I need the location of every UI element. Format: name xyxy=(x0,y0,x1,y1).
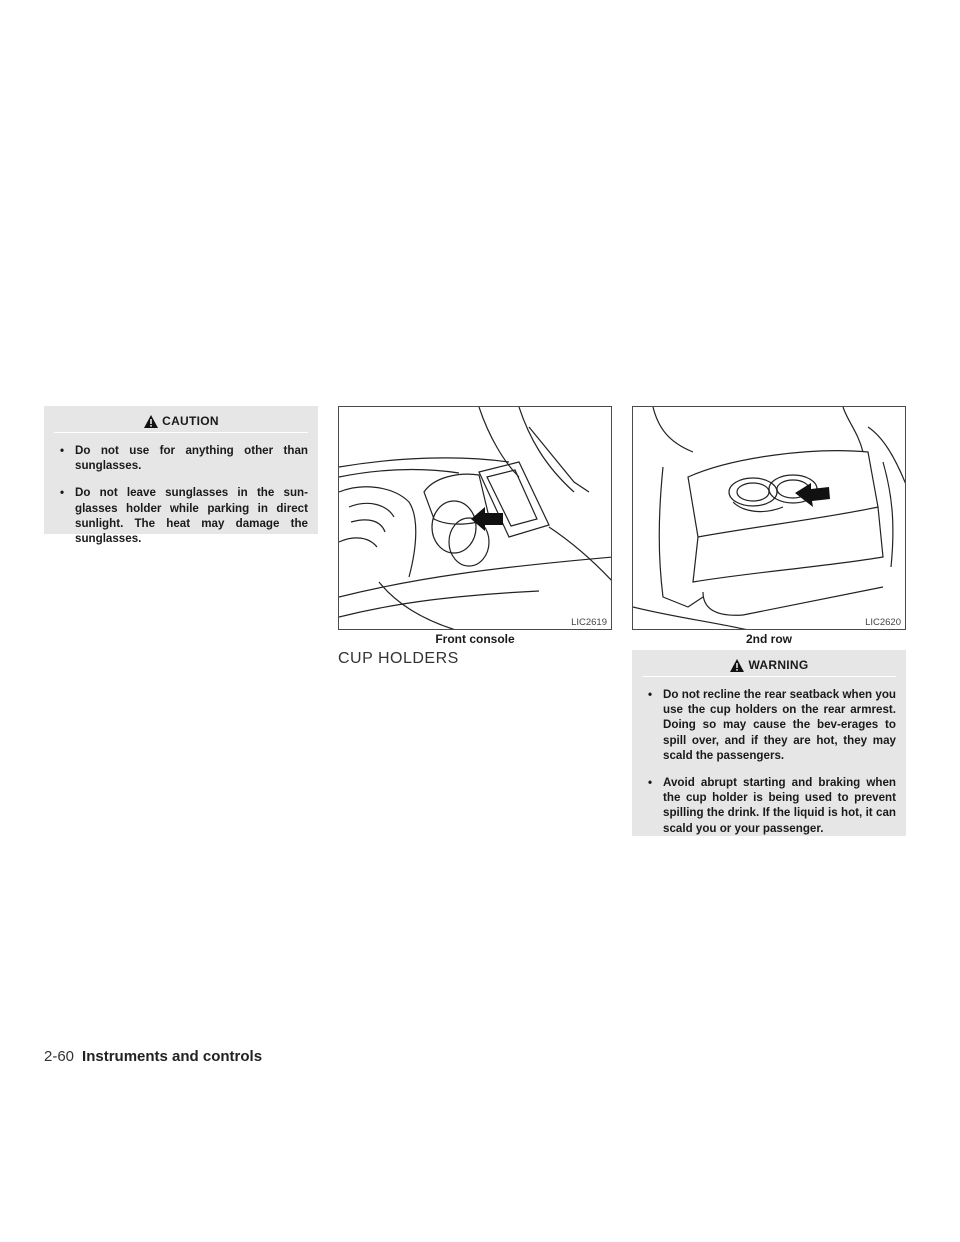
second-row-illustration xyxy=(633,407,906,630)
caution-title: CAUTION xyxy=(162,414,219,428)
caution-item: • Do not use for anything other than sunglasses. xyxy=(54,443,308,473)
caution-body xyxy=(54,432,308,546)
warning-header xyxy=(642,654,896,676)
figure-code: LIC2620 xyxy=(865,617,901,628)
warning-body xyxy=(642,676,896,836)
section-title: CUP HOLDERS xyxy=(338,650,459,667)
warning-box xyxy=(632,650,906,836)
front-console-figure xyxy=(338,406,612,630)
chapter-title: Instruments and controls xyxy=(82,1048,263,1065)
warning-triangle-icon xyxy=(729,658,745,673)
caution-item: • Do not leave sunglasses in the sun-glasses holder while parking in direct sunlight. The heat may damage the sunglasses. xyxy=(54,485,308,546)
warning-item: • Avoid abrupt starting and braking when the cup holder is being used to prevent spilling the drink. If the liquid is hot, it can scald you or your passenger. xyxy=(642,775,896,836)
second-row-caption: 2nd row xyxy=(745,632,792,646)
warning-triangle-icon xyxy=(143,414,159,429)
front-console-illustration xyxy=(339,407,612,630)
warning-title: WARNING xyxy=(748,658,809,672)
caution-box xyxy=(44,406,318,546)
second-row-figure xyxy=(632,406,906,630)
front-console-caption: Front console xyxy=(435,632,515,646)
figure-code: LIC2619 xyxy=(571,617,607,628)
page-number: 2-60 xyxy=(44,1048,75,1065)
caution-header xyxy=(54,410,308,432)
page-footer xyxy=(44,1048,262,1065)
warning-item: • Do not recline the rear seatback when you use the cup holders on the rear armrest. Doing so may cause the bev-erages to spill over, and if they are hot, they may scald the passengers. xyxy=(642,687,896,763)
